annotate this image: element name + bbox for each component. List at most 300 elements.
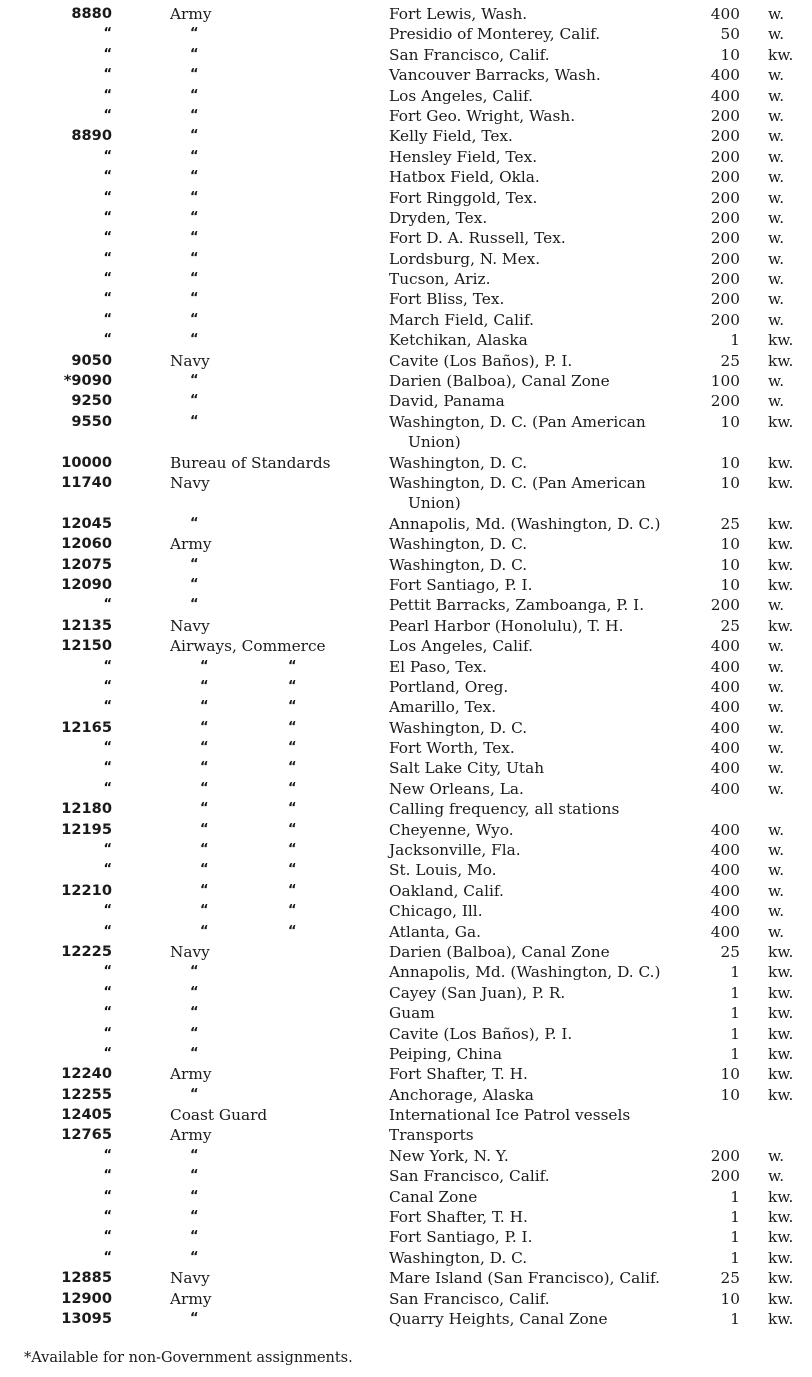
agency-cell: Navy xyxy=(170,616,210,635)
station-cell: Union) xyxy=(408,494,461,513)
agency-cell: Bureau of Standards xyxy=(170,453,331,472)
station-cell: Washington, D. C. xyxy=(389,453,528,472)
frequency-cell: “ xyxy=(103,311,112,327)
unit-cell: kw. xyxy=(768,575,794,594)
ditto-mark: “ xyxy=(200,923,209,939)
power-cell: 400 xyxy=(710,718,740,737)
power-cell: 200 xyxy=(710,1167,740,1186)
unit-cell: kw. xyxy=(768,555,794,574)
power-cell: 200 xyxy=(710,270,740,289)
table-row xyxy=(0,1187,812,1207)
power-cell: 1 xyxy=(730,1044,740,1063)
frequency-cell: 12165 xyxy=(61,718,112,736)
ditto-mark: “ xyxy=(200,740,209,756)
frequency-cell: 12225 xyxy=(61,942,112,960)
station-cell: New Orleans, La. xyxy=(389,779,524,798)
power-cell: 200 xyxy=(710,188,740,207)
station-cell: Annapolis, Md. (Washington, D. C.) xyxy=(389,963,661,982)
unit-cell: w. xyxy=(768,208,785,227)
frequency-cell: 9550 xyxy=(71,412,112,430)
table-row xyxy=(0,65,812,85)
frequency-cell: 12075 xyxy=(61,555,112,573)
station-cell: Anchorage, Alaska xyxy=(389,1085,534,1104)
unit-cell: kw. xyxy=(768,1065,794,1084)
unit-cell: kw. xyxy=(768,942,794,961)
station-cell: Calling frequency, all stations xyxy=(389,800,620,819)
agency-cell: Army xyxy=(170,1126,212,1145)
unit-cell: w. xyxy=(768,596,785,615)
unit-cell: w. xyxy=(768,881,785,900)
agency-cell: “ xyxy=(190,576,199,592)
unit-cell: w. xyxy=(768,779,785,798)
station-cell: Vancouver Barracks, Wash. xyxy=(389,66,601,85)
unit-cell: w. xyxy=(768,1146,785,1165)
station-cell: Hatbox Field, Okla. xyxy=(389,168,540,187)
unit-cell: kw. xyxy=(768,45,794,64)
table-row-continuation xyxy=(0,432,812,452)
unit-cell: kw. xyxy=(768,1187,794,1206)
table-row xyxy=(0,657,812,677)
unit-cell: kw. xyxy=(768,1248,794,1267)
table-row xyxy=(0,289,812,309)
agency-cell: “ xyxy=(190,1168,199,1184)
unit-cell: w. xyxy=(768,718,785,737)
frequency-cell: “ xyxy=(103,26,112,42)
frequency-cell: “ xyxy=(103,148,112,164)
station-cell: Fort Santiago, P. I. xyxy=(389,575,533,594)
agency-cell: Army xyxy=(170,535,212,554)
power-cell: 200 xyxy=(710,249,740,268)
table-row xyxy=(0,45,812,65)
table-row xyxy=(0,718,812,738)
unit-cell: w. xyxy=(768,168,785,187)
agency-cell: Army xyxy=(170,5,212,23)
station-cell: Guam xyxy=(389,1004,435,1023)
table-row xyxy=(0,412,812,432)
frequency-cell: “ xyxy=(103,760,112,776)
agency-cell: “ xyxy=(190,964,199,980)
agency-cell: “ xyxy=(190,148,199,164)
power-cell: 10 xyxy=(720,555,740,574)
unit-cell: kw. xyxy=(768,1085,794,1104)
table-row xyxy=(0,269,812,289)
unit-cell: kw. xyxy=(768,1269,794,1288)
station-cell: Atlanta, Ga. xyxy=(389,922,481,941)
table-row xyxy=(0,86,812,106)
station-cell: Amarillo, Tex. xyxy=(389,698,497,717)
frequency-cell: “ xyxy=(103,1249,112,1265)
power-cell: 400 xyxy=(710,902,740,921)
power-cell: 10 xyxy=(720,1289,740,1308)
table-row xyxy=(0,697,812,717)
power-cell: 10 xyxy=(720,575,740,594)
station-cell: Darien (Balboa), Canal Zone xyxy=(389,942,610,961)
station-cell: San Francisco, Calif. xyxy=(389,45,550,64)
frequency-cell: 12900 xyxy=(61,1289,112,1307)
unit-cell: kw. xyxy=(768,616,794,635)
frequency-cell: 11740 xyxy=(61,473,112,491)
station-cell: New York, N. Y. xyxy=(389,1146,509,1165)
frequency-cell: 12885 xyxy=(61,1269,112,1287)
power-cell: 200 xyxy=(710,1146,740,1165)
station-cell: Presidio of Monterey, Calif. xyxy=(389,25,601,44)
station-cell: San Francisco, Calif. xyxy=(389,1167,550,1186)
agency-cell: “ xyxy=(190,984,199,1000)
frequency-cell: “ xyxy=(103,332,112,348)
table-row xyxy=(0,820,812,840)
power-cell: 25 xyxy=(720,1269,740,1288)
power-cell: 1 xyxy=(730,1310,740,1328)
frequency-cell: “ xyxy=(103,862,112,878)
power-cell: 200 xyxy=(710,208,740,227)
table-row xyxy=(0,167,812,187)
table-row xyxy=(0,1166,812,1186)
frequency-cell: “ xyxy=(103,597,112,613)
table-row xyxy=(0,881,812,901)
table-row xyxy=(0,758,812,778)
table-row xyxy=(0,1248,812,1268)
table-row xyxy=(0,983,812,1003)
unit-cell: w. xyxy=(768,841,785,860)
frequency-cell: 8890 xyxy=(71,127,112,145)
power-cell: 10 xyxy=(720,1065,740,1084)
ditto-mark: “ xyxy=(200,699,209,715)
station-cell: David, Panama xyxy=(389,392,505,411)
table-row xyxy=(0,1309,812,1329)
power-cell: 400 xyxy=(710,739,740,758)
station-cell: Cavite (Los Baños), P. I. xyxy=(389,351,573,370)
unit-cell: w. xyxy=(768,698,785,717)
unit-cell: w. xyxy=(768,902,785,921)
power-cell: 10 xyxy=(720,45,740,64)
power-cell: 400 xyxy=(710,657,740,676)
frequency-cell: 12240 xyxy=(61,1065,112,1083)
ditto-mark: “ xyxy=(200,719,209,735)
agency-cell: “ xyxy=(190,373,199,389)
power-cell: 1 xyxy=(730,1024,740,1043)
frequency-cell: 12255 xyxy=(61,1085,112,1103)
frequency-cell: “ xyxy=(103,107,112,123)
agency-cell: “ xyxy=(190,26,199,42)
frequency-cell: “ xyxy=(103,964,112,980)
unit-cell: w. xyxy=(768,372,785,391)
agency-cell: “ xyxy=(190,1025,199,1041)
table-row xyxy=(0,126,812,146)
frequency-cell: “ xyxy=(103,678,112,694)
frequency-cell: 8880 xyxy=(71,5,112,22)
table-row xyxy=(0,453,812,473)
unit-cell: kw. xyxy=(768,963,794,982)
station-cell: Salt Lake City, Utah xyxy=(389,759,545,778)
table-row xyxy=(0,1003,812,1023)
station-cell: Washington, D. C. xyxy=(389,535,528,554)
agency-cell: Coast Guard xyxy=(170,1106,268,1125)
power-cell: 10 xyxy=(720,453,740,472)
ditto-mark: “ xyxy=(200,821,209,837)
power-cell: 400 xyxy=(710,759,740,778)
frequency-cell: “ xyxy=(103,923,112,939)
frequency-cell: “ xyxy=(103,230,112,246)
ditto-mark: “ xyxy=(288,801,297,817)
ditto-mark: “ xyxy=(288,923,297,939)
unit-cell: w. xyxy=(768,127,785,146)
table-row xyxy=(0,1268,812,1288)
power-cell: 10 xyxy=(720,535,740,554)
frequency-cell: 12405 xyxy=(61,1106,112,1124)
agency-cell: “ xyxy=(190,209,199,225)
ditto-mark: “ xyxy=(200,678,209,694)
station-cell: Fort Ringgold, Tex. xyxy=(389,188,538,207)
frequency-cell: “ xyxy=(103,87,112,103)
power-cell: 1 xyxy=(730,1208,740,1227)
power-cell: 25 xyxy=(720,514,740,533)
unit-cell: w. xyxy=(768,1167,785,1186)
table-row xyxy=(0,391,812,411)
ditto-mark: “ xyxy=(200,842,209,858)
agency-cell: Navy xyxy=(170,473,210,492)
table-row xyxy=(0,228,812,248)
table-row xyxy=(0,677,812,697)
frequency-cell: 9250 xyxy=(71,392,112,410)
agency-cell: “ xyxy=(190,393,199,409)
agency-cell: “ xyxy=(190,67,199,83)
agency-cell: “ xyxy=(190,87,199,103)
unit-cell: w. xyxy=(768,861,785,880)
agency-cell: “ xyxy=(190,556,199,572)
frequency-cell: “ xyxy=(103,250,112,266)
station-cell: Quarry Heights, Canal Zone xyxy=(389,1310,608,1328)
station-cell: Hensley Field, Tex. xyxy=(389,147,538,166)
unit-cell: w. xyxy=(768,922,785,941)
frequency-cell: “ xyxy=(103,67,112,83)
station-cell: Dryden, Tex. xyxy=(389,208,488,227)
ditto-mark: “ xyxy=(288,780,297,796)
station-cell: Pearl Harbor (Honolulu), T. H. xyxy=(389,616,624,635)
power-cell: 400 xyxy=(710,86,740,105)
unit-cell: kw. xyxy=(768,983,794,1002)
unit-cell: kw. xyxy=(768,1208,794,1227)
station-cell: Union) xyxy=(408,433,461,452)
frequency-cell: 13095 xyxy=(61,1310,112,1327)
table-row xyxy=(0,310,812,330)
station-cell: Washington, D. C. xyxy=(389,555,528,574)
station-cell: Fort Santiago, P. I. xyxy=(389,1228,533,1247)
power-cell: 400 xyxy=(710,66,740,85)
agency-cell: “ xyxy=(190,1147,199,1163)
table-row xyxy=(0,534,812,554)
frequency-cell: “ xyxy=(103,1025,112,1041)
station-cell: Washington, D. C. (Pan American xyxy=(389,412,646,431)
station-cell: Jacksonville, Fla. xyxy=(389,841,521,860)
station-cell: Fort Shafter, T. H. xyxy=(389,1065,528,1084)
ditto-mark: “ xyxy=(200,801,209,817)
unit-cell: w. xyxy=(768,739,785,758)
table-row xyxy=(0,1207,812,1227)
power-cell: 10 xyxy=(720,412,740,431)
unit-cell: kw. xyxy=(768,1004,794,1023)
power-cell: 200 xyxy=(710,127,740,146)
station-cell: International Ice Patrol vessels xyxy=(389,1106,631,1125)
ditto-mark: “ xyxy=(200,780,209,796)
ditto-mark: “ xyxy=(288,760,297,776)
frequency-cell: *9090 xyxy=(63,372,112,390)
power-cell: 25 xyxy=(720,616,740,635)
station-cell: Cheyenne, Wyo. xyxy=(389,820,514,839)
frequency-cell: “ xyxy=(103,169,112,185)
table-row xyxy=(0,473,812,493)
agency-cell: “ xyxy=(190,1086,199,1102)
station-cell: Fort Geo. Wright, Wash. xyxy=(389,106,576,125)
agency-cell: “ xyxy=(190,128,199,144)
ditto-mark: “ xyxy=(288,719,297,735)
power-cell: 400 xyxy=(710,5,740,23)
agency-cell: “ xyxy=(190,291,199,307)
power-cell: 1 xyxy=(730,1004,740,1023)
frequency-cell: “ xyxy=(103,842,112,858)
frequency-cell: “ xyxy=(103,291,112,307)
unit-cell: w. xyxy=(768,657,785,676)
unit-cell: w. xyxy=(768,66,785,85)
table-row xyxy=(0,1125,812,1145)
agency-cell: “ xyxy=(190,1188,199,1204)
unit-cell: w. xyxy=(768,820,785,839)
unit-cell: kw. xyxy=(768,1289,794,1308)
power-cell: 25 xyxy=(720,351,740,370)
ditto-mark: “ xyxy=(288,678,297,694)
frequency-cell: 9050 xyxy=(71,351,112,369)
power-cell: 50 xyxy=(720,25,740,44)
frequency-cell: “ xyxy=(103,658,112,674)
agency-cell: “ xyxy=(190,1045,199,1061)
station-cell: Mare Island (San Francisco), Calif. xyxy=(389,1269,660,1288)
agency-cell: “ xyxy=(190,169,199,185)
station-cell: Fort D. A. Russell, Tex. xyxy=(389,229,566,248)
frequency-cell: 12135 xyxy=(61,616,112,634)
frequency-cell: “ xyxy=(103,1045,112,1061)
table-row xyxy=(0,922,812,942)
frequency-cell: 12765 xyxy=(61,1126,112,1144)
table-row xyxy=(0,636,812,656)
power-cell: 400 xyxy=(710,861,740,880)
unit-cell: w. xyxy=(768,25,785,44)
agency-cell: “ xyxy=(190,1249,199,1265)
agency-cell: Navy xyxy=(170,942,210,961)
agency-cell: Airways, Commerce xyxy=(170,637,326,656)
unit-cell: w. xyxy=(768,392,785,411)
station-cell: Oakland, Calif. xyxy=(389,881,504,900)
unit-cell: w. xyxy=(768,759,785,778)
table-row xyxy=(0,860,812,880)
table-row xyxy=(0,1024,812,1044)
agency-cell: “ xyxy=(190,413,199,429)
agency-cell: “ xyxy=(190,107,199,123)
power-cell: 10 xyxy=(720,473,740,492)
unit-cell: kw. xyxy=(768,514,794,533)
power-cell: 1 xyxy=(730,1248,740,1267)
frequency-cell: 12060 xyxy=(61,535,112,553)
table-row xyxy=(0,616,812,636)
station-cell: Chicago, Ill. xyxy=(389,902,483,921)
agency-cell: Navy xyxy=(170,1269,210,1288)
ditto-mark: “ xyxy=(288,862,297,878)
frequency-cell: 12150 xyxy=(61,637,112,655)
frequency-cell: “ xyxy=(103,1168,112,1184)
unit-cell: kw. xyxy=(768,1228,794,1247)
ditto-mark: “ xyxy=(200,658,209,674)
unit-cell: w. xyxy=(768,86,785,105)
power-cell: 400 xyxy=(710,841,740,860)
agency-cell: “ xyxy=(190,189,199,205)
frequency-cell: 12045 xyxy=(61,514,112,532)
station-cell: Transports xyxy=(389,1126,474,1145)
power-cell: 200 xyxy=(710,310,740,329)
table-row xyxy=(0,24,812,44)
ditto-mark: “ xyxy=(288,903,297,919)
station-cell: Washington, D. C. (Pan American xyxy=(389,473,646,492)
frequency-cell: “ xyxy=(103,189,112,205)
unit-cell: w. xyxy=(768,229,785,248)
table-row xyxy=(0,595,812,615)
ditto-mark: “ xyxy=(288,821,297,837)
power-cell: 400 xyxy=(710,922,740,941)
frequency-cell: “ xyxy=(103,740,112,756)
station-cell: Portland, Oreg. xyxy=(389,677,509,696)
unit-cell: w. xyxy=(768,290,785,309)
power-cell: 400 xyxy=(710,677,740,696)
power-cell: 1 xyxy=(730,331,740,350)
frequency-cell: 12210 xyxy=(61,881,112,899)
unit-cell: kw. xyxy=(768,1310,794,1328)
power-cell: 1 xyxy=(730,1228,740,1247)
station-cell: Fort Shafter, T. H. xyxy=(389,1208,528,1227)
table-row xyxy=(0,188,812,208)
unit-cell: w. xyxy=(768,106,785,125)
frequency-cell: 10000 xyxy=(61,453,112,471)
table-row xyxy=(0,351,812,371)
agency-cell: Army xyxy=(170,1065,212,1084)
power-cell: 400 xyxy=(710,698,740,717)
table-row xyxy=(0,1085,812,1105)
frequency-cell: “ xyxy=(103,209,112,225)
table-row xyxy=(0,1044,812,1064)
agency-cell: Navy xyxy=(170,351,210,370)
table-row xyxy=(0,514,812,534)
frequency-cell: “ xyxy=(103,1005,112,1021)
agency-cell: “ xyxy=(190,1311,199,1326)
table-row xyxy=(0,942,812,962)
table-row xyxy=(0,555,812,575)
unit-cell: w. xyxy=(768,310,785,329)
frequency-cell: “ xyxy=(103,984,112,1000)
agency-cell: “ xyxy=(190,230,199,246)
power-cell: 400 xyxy=(710,779,740,798)
unit-cell: kw. xyxy=(768,331,794,350)
unit-cell: w. xyxy=(768,188,785,207)
power-cell: 200 xyxy=(710,229,740,248)
ditto-mark: “ xyxy=(288,699,297,715)
unit-cell: w. xyxy=(768,677,785,696)
station-cell: March Field, Calif. xyxy=(389,310,534,329)
table-row xyxy=(0,840,812,860)
table-row xyxy=(0,4,812,24)
unit-cell: kw. xyxy=(768,535,794,554)
station-cell: Tucson, Ariz. xyxy=(389,270,491,289)
table-row xyxy=(0,249,812,269)
station-cell: San Francisco, Calif. xyxy=(389,1289,550,1308)
station-cell: Cayey (San Juan), P. R. xyxy=(389,983,566,1002)
power-cell: 400 xyxy=(710,820,740,839)
unit-cell: kw. xyxy=(768,351,794,370)
